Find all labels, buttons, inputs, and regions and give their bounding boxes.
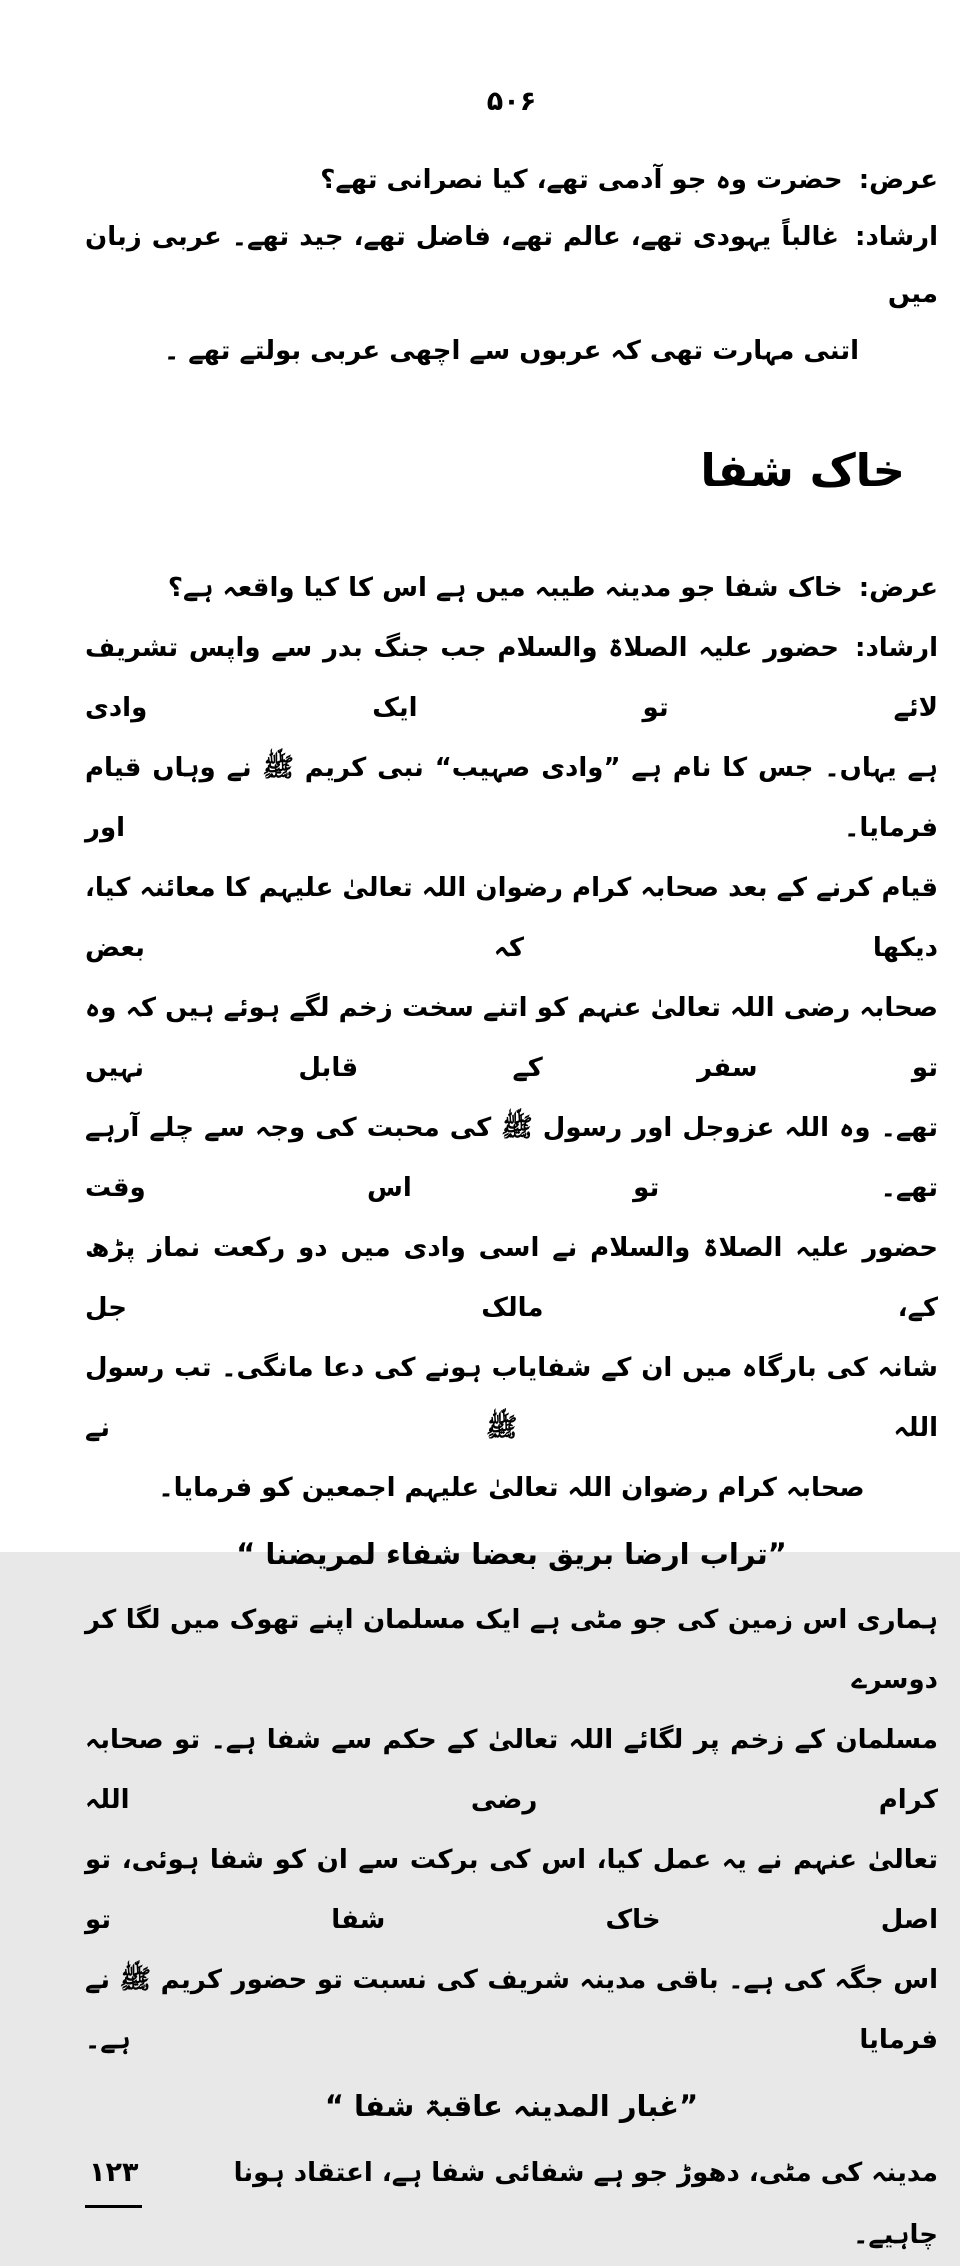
question-text: حضرت وہ جو آدمی تھے، کیا نصرانی تھے؟	[320, 165, 843, 195]
question-label: عرض:	[858, 165, 938, 195]
closing-line	[85, 2142, 938, 2266]
closing-text: مدینہ کی مٹی، دھوڑ جو ہے شفائی شفا ہے، اعتقاد ہونا چاہیے۔	[233, 2158, 938, 2250]
question-label: عرض:	[858, 573, 938, 603]
body-line: تھے۔ وہ اللہ عزوجل اور رسول ﷺ کی محبت کی وجہ سے چلے آرہے تھے۔ تو اس وقت	[85, 1113, 938, 1203]
page-number: ۵۰۶	[486, 86, 537, 117]
answer-label: ارشاد:	[855, 633, 938, 663]
answer-text: حضور علیہ الصلاۃ والسلام جب جنگ بدر سے واپس تشریف لائے تو ایک وادی	[85, 633, 938, 723]
body-line: حضور علیہ الصلاۃ والسلام نے اسی وادی میں دو رکعت نماز پڑھ کے، مالک جل	[85, 1233, 938, 1323]
body-line: مسلمان کے زخم پر لگائے اللہ تعالیٰ کے حکم سے شفا ہے۔ تو صحابہ کرام رضی اللہ	[85, 1725, 938, 1815]
qa2-answer-line	[85, 618, 938, 738]
answer-text: غالباً یہودی تھے، عالم تھے، فاضل تھے، جید تھے۔ عربی زبان میں	[85, 222, 938, 309]
body-line: قیام کرنے کے بعد صحابہ کرام رضوان اللہ تعالیٰ علیہم کا معائنہ کیا، دیکھا کہ بعض	[85, 873, 938, 963]
section-heading: خاک شفا	[700, 444, 905, 497]
question-text: خاک شفا جو مدینہ طیبہ میں ہے اس کا کیا واقعہ ہے؟	[167, 573, 843, 603]
hadith-quote-2: ”غبار المدینہ عاقبۃ شفا “	[324, 2089, 699, 2123]
answer-label: ارشاد:	[855, 222, 938, 252]
reference-number: ۱۲۳	[85, 2142, 142, 2208]
qa1-answer-line-2: اتنی مہارت تھی کہ عربوں سے اچھی عربی بولتے تھے ۔	[163, 336, 860, 366]
body-line: صحابہ رضی اللہ تعالیٰ عنہم کو اتنے سخت زخم لگے ہوئے ہیں کہ وہ تو سفر کے قابل نہیں	[85, 993, 938, 1083]
qa1-answer-line-1	[85, 209, 938, 323]
qa1-question-line	[85, 152, 938, 209]
qa2-question-line	[85, 558, 938, 618]
qa-block-1	[85, 152, 938, 380]
body-line: تعالیٰ عنہم نے یہ عمل کیا، اس کی برکت سے ان کو شفا ہوئی، تو اصل خاک شفا تو	[85, 1845, 938, 1935]
body-line: ہماری اس زمین کی جو مٹی ہے ایک مسلمان اپنے تھوک میں لگا کر دوسرے	[85, 1605, 938, 1695]
body-line: شانہ کی بارگاہ میں ان کے شفایاب ہونے کی دعا مانگی۔ تب رسول اللہ ﷺ نے	[85, 1353, 938, 1443]
hadith-quote-1: ”تراب ارضا بریق بعضا شفاء لمریضنا “	[236, 1537, 787, 1571]
body-line: اس جگہ کی ہے۔ باقی مدینہ شریف کی نسبت تو حضور کریم ﷺ نے فرمایا ہے۔	[85, 1965, 938, 2055]
body-line: ہے یہاں۔ جس کا نام ہے ”وادی صہیب“ نبی کریم ﷺ نے وہاں قیام فرمایا۔ اور	[85, 753, 938, 843]
body-line: صحابہ کرام رضوان اللہ تعالیٰ علیہم اجمعین کو فرمایا۔	[158, 1473, 865, 1503]
qa-block-2	[85, 558, 938, 2266]
